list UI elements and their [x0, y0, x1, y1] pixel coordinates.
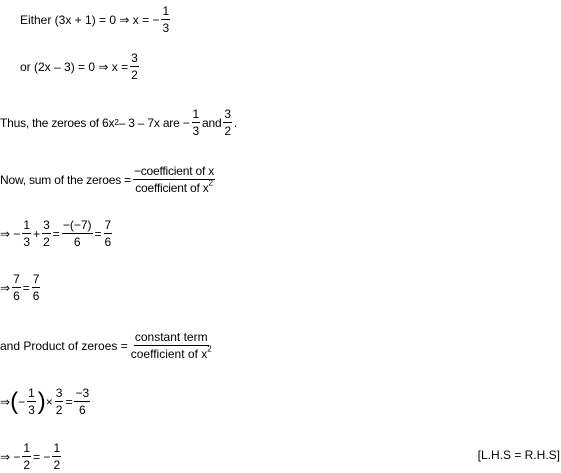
sum-result: ⇒ $\frac{7}{6}$ = $\frac{7}{6}$ [0, 272, 40, 303]
either-text: Either (3x + 1) = 0 ⇒ x = − [20, 12, 160, 27]
fraction-sum-formula: $\frac{\text{−coefficient of x}}{coefficient of x^2}$ [133, 164, 215, 195]
fraction-three-halves: $\frac{3}{2}$ [131, 51, 138, 82]
fraction-three-halves: $\frac{3}{2}$ [224, 107, 231, 138]
equation-either [20, 4, 172, 35]
lhs-equals-rhs-note: [L.H.S = R.H.S] [477, 448, 560, 462]
fraction-product-formula: $\frac{\text{constant term}}{coefficient of x^2}$ [130, 330, 212, 361]
fraction-one-third: $\frac{1}{3}$ [192, 107, 199, 138]
zeroes-statement: Thus, the zeroes of 6x 2 – 3 – 7x are − $\frac{1}{3}$ and $\frac{3}{2}$ . [0, 107, 238, 138]
or-text: or (2x – 3) = 0 ⇒ x = [20, 59, 129, 74]
product-calculation: ⇒ ( − $\frac{1}{3}$ ) × $\frac{3}{2}$ = $\frac{-3}{6}$ [0, 386, 90, 417]
equation-or [20, 51, 141, 82]
product-of-zeroes-formula: and Product of zeroes = $\frac{\text{constant term}}{coefficient of x^2}$ [0, 330, 212, 361]
sum-of-zeroes-formula: Now, sum of the zeroes = $\frac{\text{−coefficient of x}}{coefficient of x^2}$ [0, 164, 215, 195]
sum-calculation: ⇒ − $\frac{1}{3}$ + $\frac{3}{2}$ = $\frac{-(-7)}{6}$ = $\frac{7}{6}$ [0, 218, 112, 249]
product-result: ⇒ − $\frac{1}{2}$ = − $\frac{1}{2}$ [0, 441, 61, 472]
fraction-one-third: $\frac{1}{3}$ [162, 4, 170, 35]
